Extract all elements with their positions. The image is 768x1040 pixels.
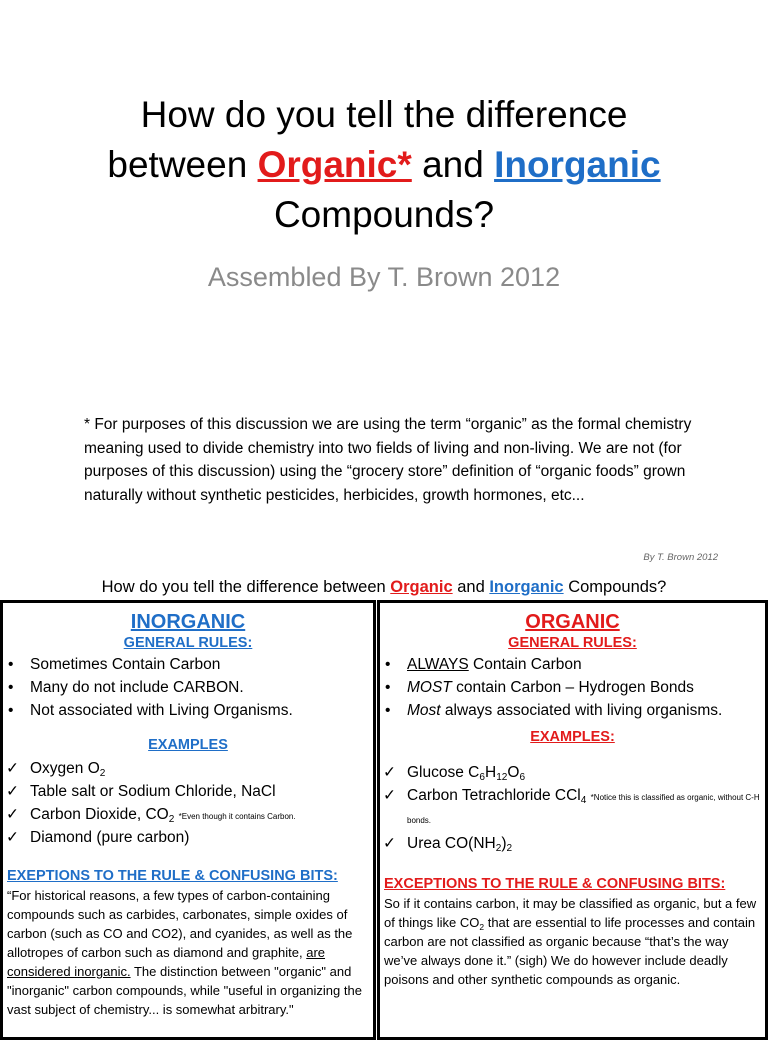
title-inorganic: Inorganic (494, 144, 661, 185)
list-item: ✓ Table salt or Sodium Chloride, NaCl (6, 780, 373, 803)
organic-ex2-note: *Notice this is classified as organic, without C-H bonds. (407, 793, 760, 825)
slide2-question (0, 578, 768, 597)
title-line-3: Compounds? (273, 194, 495, 235)
checkmark-icon: ✓ (6, 783, 19, 800)
inorganic-exceptions-text: “For historical reasons, a few types of carbon-containing compounds such as carbides, carbonates, simple oxides of carbon (such as CO and CO2), and cyanides, as well as the allotropes of carbon such as diamond and graphite, are considered inorganic. The distinction between "organic" and "inorganic" carbon compounds, while "useful in organizing the vast subject of chemistry... is somewhat arbitrary." (7, 888, 362, 1017)
title-between: between (107, 144, 248, 185)
question-inorganic: Inorganic (489, 578, 564, 596)
organic-rules-heading: GENERAL RULES: (508, 635, 637, 651)
organic-examples-heading: EXAMPLES: (530, 729, 615, 745)
list-item: ✓ Carbon Tetrachloride CCl$_4$ *Notice this is classified as organic, without C-H bonds. (383, 784, 765, 830)
list-item: • Sometimes Contain Carbon (8, 653, 373, 676)
footnote: * For purposes of this discussion we are using the term “organic” as the formal chemistry meaning used to divide chemistry into two fields of living and non-living. We are not (for purposes of this discussion) using the “grocery store” definition of “organic foods” grown naturally without synthetic pesticides, herbicides, growth hormones, etc... (84, 416, 692, 504)
inorganic-panel (0, 600, 376, 1040)
page-title (40, 90, 728, 240)
list-item: • Many do not include CARBON. (8, 676, 373, 699)
inorganic-exceptions-heading: EXEPTIONS TO THE RULE & CONFUSING BITS: (7, 868, 338, 884)
credit: By T. Brown 2012 (643, 552, 718, 563)
list-item: • MOST contain Carbon – Hydrogen Bonds (385, 676, 765, 699)
list-item: ✓ Oxygen $O_2$ (6, 757, 373, 780)
list-item: ✓ Carbon Dioxide, $CO_2$ *Even though it contains Carbon. (6, 803, 373, 826)
organic-panel (377, 600, 768, 1040)
list-item: ✓ Glucose $C_6H_{12}O_6$ (383, 761, 765, 784)
question-pre: How do you tell the difference between (101, 578, 386, 596)
question-post: Compounds? (568, 578, 667, 596)
inorganic-examples-list (3, 757, 373, 849)
checkmark-icon: ✓ (6, 760, 19, 777)
inorganic-ex3-note: *Even though it contains Carbon. (178, 812, 296, 821)
list-item: ✓ Urea $CO(NH_2)_2$ (383, 832, 765, 855)
list-item: • Not associated with Living Organisms. (8, 699, 373, 722)
title-organic: Organic* (257, 144, 412, 185)
organic-rules-list (380, 653, 765, 722)
inorganic-examples-heading: EXAMPLES (148, 737, 228, 753)
list-item: • Most always associated with living organisms. (385, 699, 765, 722)
inorganic-rules-list (3, 653, 373, 722)
question-organic: Organic (390, 578, 453, 596)
organic-examples-list (380, 761, 765, 855)
checkmark-icon: ✓ (383, 835, 396, 852)
checkmark-icon: ✓ (383, 764, 396, 781)
inorganic-rules-heading: GENERAL RULES: (123, 635, 253, 651)
organic-exceptions-heading: EXCEPTIONS TO THE RULE & CONFUSING BITS: (384, 876, 726, 892)
subtitle: Assembled By T. Brown 2012 (207, 262, 561, 292)
title-line-2 (40, 140, 728, 190)
list-item: ✓ Diamond (pure carbon) (6, 826, 373, 849)
list-item: • ALWAYS Contain Carbon (385, 653, 765, 676)
checkmark-icon: ✓ (6, 829, 19, 846)
question-and: and (457, 578, 485, 596)
title-and: and (422, 144, 484, 185)
checkmark-icon: ✓ (6, 806, 19, 823)
title-line-1: How do you tell the difference (140, 94, 628, 135)
checkmark-icon: ✓ (383, 787, 396, 804)
organic-exceptions-text: So if it contains carbon, it may be classified as organic, but a few of things like $CO_2$ that are essential to life processes and contain carbon are not classified as organic because “that’s the way we’ve always done it.” (sigh) We do however include deadly poisons and other synthetic compounds as organic. (384, 896, 757, 987)
inorganic-heading: INORGANIC (130, 611, 246, 633)
organic-heading: ORGANIC (525, 611, 620, 633)
